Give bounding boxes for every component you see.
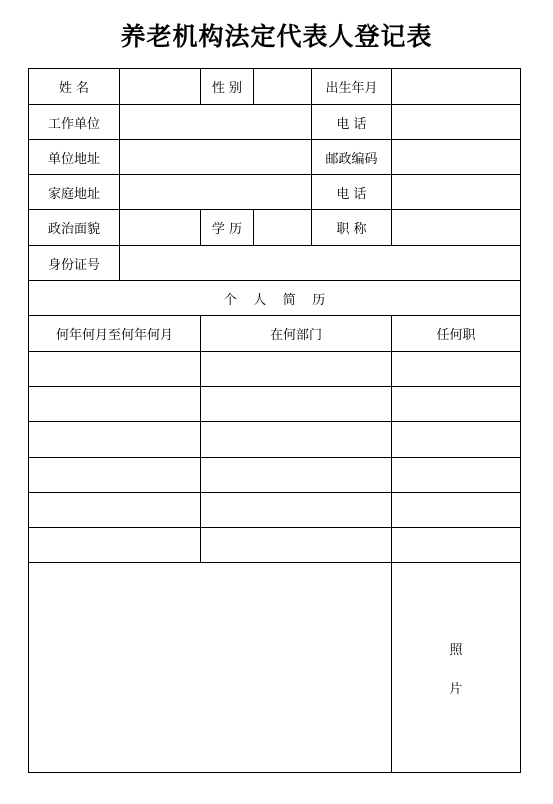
resume-cell-period[interactable] [29, 352, 201, 387]
label-postcode: 邮政编码 [312, 140, 392, 175]
resume-cell-position[interactable] [392, 387, 521, 422]
form-row-name [29, 69, 521, 105]
form-row-workplace [29, 105, 521, 140]
input-name[interactable] [120, 69, 201, 105]
label-political: 政治面貌 [29, 210, 120, 246]
label-id-number: 身份证号 [29, 246, 120, 281]
input-phone-home[interactable] [392, 175, 521, 210]
label-workplace: 工作单位 [29, 105, 120, 140]
input-birth[interactable] [392, 69, 521, 105]
input-home-address[interactable] [120, 175, 312, 210]
label-work-address: 单位地址 [29, 140, 120, 175]
resume-cell-department[interactable] [201, 422, 392, 458]
label-gender: 性 别 [201, 69, 254, 105]
page-title: 养老机构法定代表人登记表 [120, 22, 433, 51]
resume-heading-row [29, 281, 521, 316]
photo-char-1: 照 [449, 642, 463, 658]
photo-char-2: 片 [449, 681, 463, 697]
resume-header-row [29, 316, 521, 352]
resume-col-period: 何年何月至何年何月 [29, 316, 201, 352]
form-row-id [29, 246, 521, 281]
form-row-political [29, 210, 521, 246]
resume-cell-department[interactable] [201, 528, 392, 563]
input-phone-work[interactable] [392, 105, 521, 140]
resume-cell-period[interactable] [29, 528, 201, 563]
resume-cell-period[interactable] [29, 458, 201, 493]
resume-cell-department[interactable] [201, 458, 392, 493]
resume-row [29, 352, 521, 387]
resume-col-department: 在何部门 [201, 316, 392, 352]
input-education[interactable] [254, 210, 312, 246]
resume-row [29, 422, 521, 458]
label-home-address: 家庭地址 [29, 175, 120, 210]
input-political[interactable] [120, 210, 201, 246]
resume-row [29, 493, 521, 528]
registration-form-table [28, 68, 521, 773]
input-id-number[interactable] [120, 246, 521, 281]
resume-cell-period[interactable] [29, 422, 201, 458]
resume-cell-period[interactable] [29, 387, 201, 422]
photo-row [29, 563, 521, 773]
input-work-address[interactable] [120, 140, 312, 175]
label-phone-work: 电 话 [312, 105, 392, 140]
resume-cell-department[interactable] [201, 387, 392, 422]
resume-cell-period[interactable] [29, 493, 201, 528]
form-row-work-address [29, 140, 521, 175]
resume-heading: 个 人 简 历 [29, 281, 521, 316]
input-workplace[interactable] [120, 105, 312, 140]
label-job-title: 职 称 [312, 210, 392, 246]
form-row-home-address [29, 175, 521, 210]
resume-cell-position[interactable] [392, 458, 521, 493]
photo-box[interactable] [392, 563, 521, 773]
label-phone-home: 电 话 [312, 175, 392, 210]
label-name: 姓 名 [29, 69, 120, 105]
resume-cell-position[interactable] [392, 422, 521, 458]
resume-cell-position[interactable] [392, 352, 521, 387]
input-postcode[interactable] [392, 140, 521, 175]
label-birth: 出生年月 [312, 69, 392, 105]
resume-cell-department[interactable] [201, 352, 392, 387]
resume-row [29, 458, 521, 493]
notes-area[interactable] [29, 563, 392, 773]
label-education: 学 历 [201, 210, 254, 246]
resume-cell-department[interactable] [201, 493, 392, 528]
input-job-title[interactable] [392, 210, 521, 246]
resume-cell-position[interactable] [392, 493, 521, 528]
resume-col-position: 任何职 [392, 316, 521, 352]
photo-label [392, 563, 520, 772]
resume-row [29, 387, 521, 422]
resume-row [29, 528, 521, 563]
resume-cell-position[interactable] [392, 528, 521, 563]
input-gender[interactable] [254, 69, 312, 105]
